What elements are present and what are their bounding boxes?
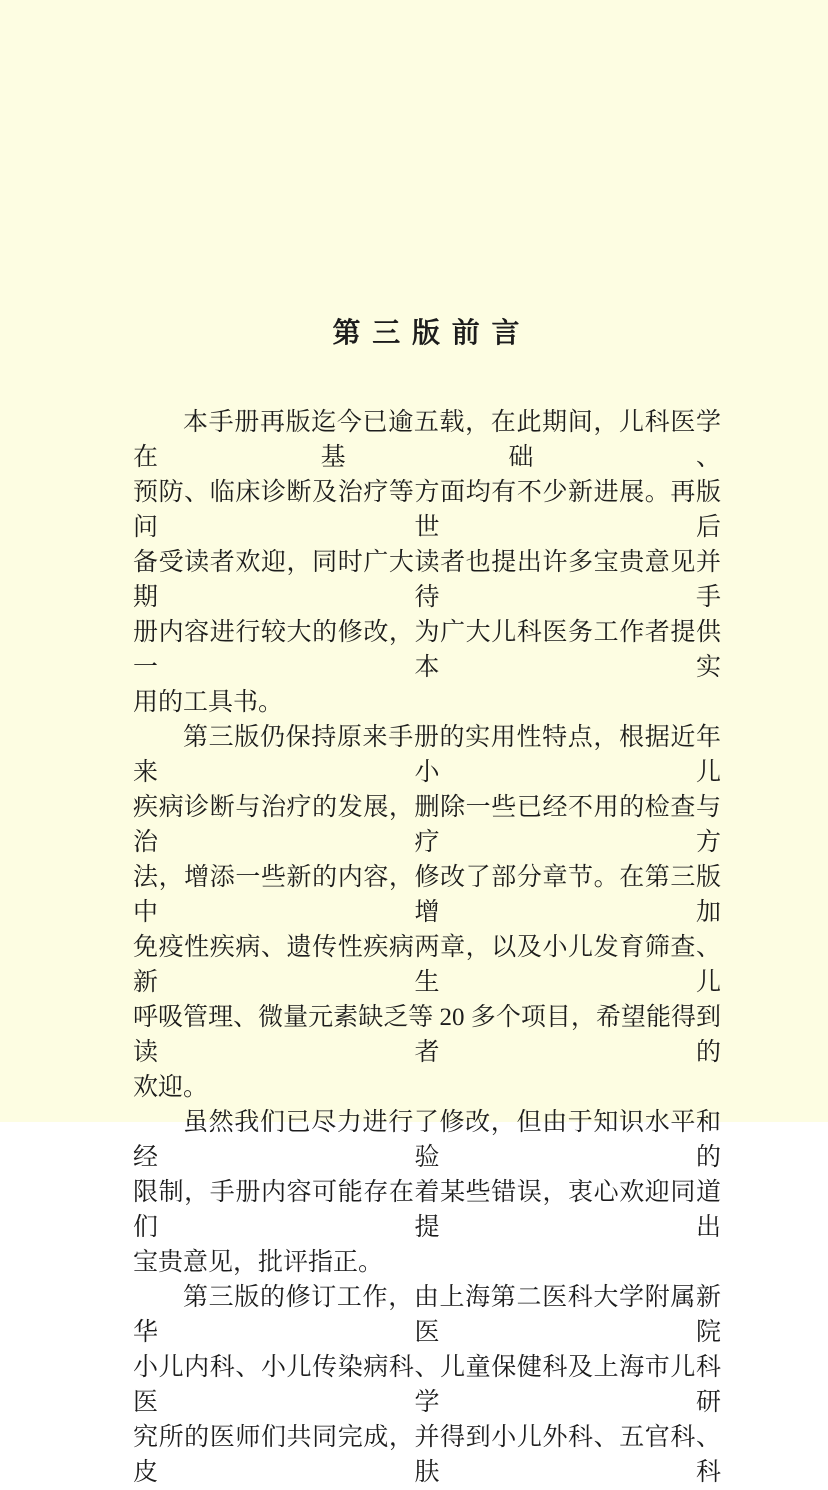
text-line: 免疫性疾病、遗传性疾病两章，以及小儿发育筛查、新生儿	[133, 934, 721, 996]
text-line: 小儿内科、小儿传染病科、儿童保健科及上海市儿科医学研	[133, 1354, 721, 1416]
text-line: 预防、临床诊断及治疗等方面均有不少新进展。再版问世后	[133, 479, 721, 541]
page-title: 第 三 版 前 言	[332, 317, 522, 348]
text-line: 宝贵意见，批评指正。	[133, 1249, 384, 1276]
text-line: 虽然我们已尽力进行了修改，但由于知识水平和经验的	[133, 1109, 721, 1171]
preface-text	[133, 405, 721, 1490]
text-line: 呼吸管理、微量元素缺乏等 20 多个项目，希望能得到读者的	[133, 1004, 721, 1066]
text-line: 用的工具书。	[133, 689, 284, 716]
text-line: 欢迎。	[133, 1074, 209, 1101]
text-line: 法，增添一些新的内容，修改了部分章节。在第三版中增加	[133, 864, 721, 926]
text-line: 备受读者欢迎，同时广大读者也提出许多宝贵意见并期待手	[133, 549, 721, 611]
text-line: 第三版的修订工作，由上海第二医科大学附属新华医院	[133, 1284, 721, 1346]
text-line: 第三版仍保持原来手册的实用性特点，根据近年来小儿	[133, 724, 721, 786]
text-line: 本手册再版迄今已逾五载，在此期间，儿科医学在基础、	[133, 409, 721, 471]
text-line: 究所的医师们共同完成，并得到小儿外科、五官科、皮肤科	[133, 1424, 721, 1486]
text-line: 册内容进行较大的修改，为广大儿科医务工作者提供一本实	[133, 619, 721, 681]
text-line: 限制，手册内容可能存在着某些错误，衷心欢迎同道们提出	[133, 1179, 721, 1241]
text-line: 疾病诊断与治疗的发展，删除一些已经不用的检查与治疗方	[133, 794, 721, 856]
